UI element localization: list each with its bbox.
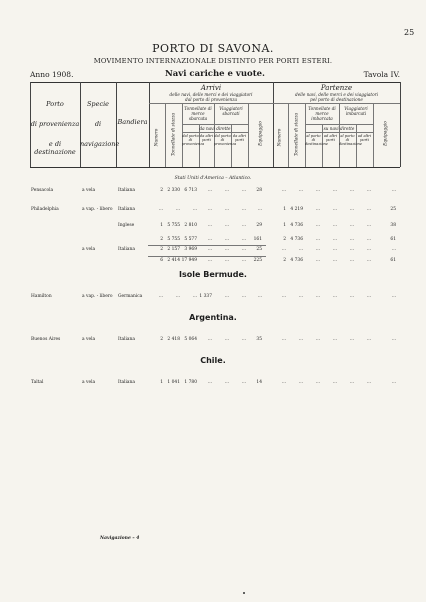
cell-p-viagg-altri: ... xyxy=(366,247,371,252)
cell-bandiera: Italiana xyxy=(118,380,135,385)
col-dal-porto-2: dal porto di provenienza xyxy=(214,134,237,147)
cell-viagg-porto: ... xyxy=(224,188,229,193)
cell-merce-altri: ... xyxy=(207,207,212,212)
cell-p-equip: ... xyxy=(391,294,396,299)
cell-equip: 25 xyxy=(256,247,262,252)
subtotal-rule xyxy=(148,245,266,246)
page-subtitle: MOVIMENTO INTERNAZIONALE DISTINTO PER PORTI ESTERI. xyxy=(93,57,333,65)
header-specie-nav: navigazione xyxy=(80,140,120,148)
cell-p-merce-altri: ... xyxy=(332,188,337,193)
cell-bandiera: Italiana xyxy=(118,247,135,252)
cell-porto: Philadelphia xyxy=(31,207,59,212)
cell-tonn: ... xyxy=(175,294,180,299)
cell-merce-altri: ... xyxy=(207,380,212,385)
cell-p-merce-porto: ... xyxy=(315,247,320,252)
cell-p-viagg-altri: ... xyxy=(366,258,371,263)
header-porto-prov: di provenienza xyxy=(30,120,80,128)
table-row xyxy=(0,223,426,230)
page-title: PORTO DI SAVONA. xyxy=(152,42,274,55)
cell-viagg-altri: ... xyxy=(241,247,246,252)
cell-tonn: 2 414 xyxy=(167,258,180,263)
cell-merce-porto: 1 780 xyxy=(184,380,197,385)
cell-viagg-altri: ... xyxy=(241,294,246,299)
cell-porto: Taltal xyxy=(31,380,44,385)
cell-p-merce-altri: ... xyxy=(332,237,337,242)
header-viagg-imbarcati: Viaggiatori imbarcati xyxy=(344,106,368,117)
cell-p-merce-altri: ... xyxy=(332,380,337,385)
cell-bandiera: Germanica xyxy=(118,294,143,299)
header-top-rule xyxy=(30,82,400,83)
cell-numero: 2 xyxy=(160,188,163,193)
cell-p-viagg-altri: ... xyxy=(366,380,371,385)
year-label: Anno 1908. xyxy=(30,70,74,79)
cell-p-tonn: 4 219 xyxy=(290,207,303,212)
cell-numero: ... xyxy=(158,207,163,212)
header-equip-par: Equipaggio xyxy=(383,121,389,146)
cell-equip: ... xyxy=(257,294,262,299)
col-border xyxy=(400,82,401,167)
arrivi-sub-rule xyxy=(182,124,248,125)
section-heading: Stati Uniti d'America – Atlantico. xyxy=(174,176,252,181)
cell-p-numero: ... xyxy=(281,188,286,193)
cell-equip: 35 xyxy=(256,337,262,342)
page-number: 25 xyxy=(404,28,415,37)
cell-p-merce-altri: ... xyxy=(332,337,337,342)
col-dal-porto-1: dal porto di provenienza xyxy=(182,134,205,147)
cell-p-equip: ... xyxy=(391,337,396,342)
cell-p-numero: ... xyxy=(281,247,286,252)
cell-merce-porto: 3 969 xyxy=(184,247,197,252)
cell-numero: 1 xyxy=(160,223,163,228)
col-da-altri-2: da altri porti xyxy=(232,134,247,143)
cell-p-merce-porto: ... xyxy=(315,337,320,342)
col-al-porto-2: al porto di destinazione xyxy=(339,134,362,147)
cell-merce-porto: 6 713 xyxy=(184,188,197,193)
cell-merce-altri: ... xyxy=(207,247,212,252)
cell-viagg-altri: ... xyxy=(241,223,246,228)
cell-merce-porto: 2 810 xyxy=(184,223,197,228)
header-partenze-sub2: pel porto di destinazione xyxy=(310,97,363,102)
cell-p-tonn: 4 736 xyxy=(290,258,303,263)
cell-merce-porto: ... xyxy=(192,294,197,299)
cell-porto: Hamilton xyxy=(31,294,52,299)
cell-p-numero: 2 xyxy=(283,237,286,242)
cell-numero: 1 xyxy=(160,380,163,385)
cell-viagg-porto: ... xyxy=(224,237,229,242)
cell-p-numero: ... xyxy=(281,380,286,385)
cell-p-merce-porto: ... xyxy=(315,237,320,242)
cell-viagg-altri: ... xyxy=(241,380,246,385)
col-border xyxy=(373,103,374,167)
cell-p-merce-porto: ... xyxy=(315,294,320,299)
cell-p-viagg-altri: ... xyxy=(366,294,371,299)
cell-merce-altri: 1 337 xyxy=(199,294,212,299)
cell-p-viagg-porto: ... xyxy=(349,380,354,385)
cell-viagg-porto: ... xyxy=(224,380,229,385)
cell-p-merce-altri: ... xyxy=(332,258,337,263)
cell-p-equip: ... xyxy=(391,188,396,193)
cell-tonn: 5 755 xyxy=(167,223,180,228)
col-da-altri-1: da altri porti xyxy=(199,134,214,143)
cell-p-viagg-altri: ... xyxy=(366,188,371,193)
header-porto-dest: e di destinazione xyxy=(34,140,76,157)
cell-tonn: 2 157 xyxy=(167,247,180,252)
cell-p-viagg-altri: ... xyxy=(366,207,371,212)
cell-porto: Pensacola xyxy=(31,188,54,193)
cell-merce-altri: ... xyxy=(207,223,212,228)
table-row xyxy=(0,380,426,387)
footer-label: Navigazione – 4 xyxy=(100,536,140,541)
cell-p-numero: 1 xyxy=(283,223,286,228)
table-row xyxy=(0,188,426,195)
cell-p-numero: 2 xyxy=(283,258,286,263)
header-merce-sbarcata: Tonnellate di merce sbarcata xyxy=(184,106,212,122)
cell-p-merce-porto: ... xyxy=(315,188,320,193)
cell-p-tonn: ... xyxy=(298,188,303,193)
cell-bandiera: Inglese xyxy=(118,223,135,228)
cell-p-equip: 61 xyxy=(390,237,396,242)
cell-p-tonn: 4 736 xyxy=(290,237,303,242)
cell-merce-porto: ... xyxy=(192,207,197,212)
cell-specie: a vap. - libero xyxy=(82,294,113,299)
cell-equip: 14 xyxy=(256,380,262,385)
col-border xyxy=(288,103,289,167)
header-bottom-rule xyxy=(30,167,400,168)
header-arrivi: Arrivi xyxy=(200,84,222,92)
subtotal-rule xyxy=(148,256,266,257)
cell-merce-porto: 5 064 xyxy=(184,337,197,342)
cell-bandiera: Italiana xyxy=(118,207,135,212)
section-heading: Argentina. xyxy=(189,313,237,322)
header-viagg-sbarcati: Viaggiatori sbarcati xyxy=(219,106,243,117)
col-ad-altri-1: ad altri porti xyxy=(323,134,338,143)
partenze-rule xyxy=(273,103,400,104)
cell-equip: 225 xyxy=(253,258,262,263)
table-number: Tavola IV. xyxy=(363,70,400,79)
cell-p-equip: ... xyxy=(391,380,396,385)
cell-viagg-altri: ... xyxy=(241,207,246,212)
cell-numero: 2 xyxy=(160,237,163,242)
cell-p-tonn: 4 736 xyxy=(290,223,303,228)
cell-p-merce-altri: ... xyxy=(332,207,337,212)
table-row xyxy=(0,258,426,265)
table-row xyxy=(0,247,426,254)
cell-viagg-porto: ... xyxy=(224,223,229,228)
cell-p-equip: 38 xyxy=(390,223,396,228)
header-merce-imbarcata: Tonnellate di merce imbarcata xyxy=(308,106,336,122)
header-numero-arr: Numero xyxy=(154,128,160,147)
cell-p-viagg-porto: ... xyxy=(349,337,354,342)
cell-p-numero: 1 xyxy=(283,207,286,212)
cell-specie: a vela xyxy=(82,188,96,193)
cell-numero: 6 xyxy=(160,258,163,263)
cell-p-viagg-porto: ... xyxy=(349,207,354,212)
cell-tonn: 5 755 xyxy=(167,237,180,242)
cell-p-equip: 61 xyxy=(390,258,396,263)
cell-p-merce-altri: ... xyxy=(332,223,337,228)
cell-viagg-porto: ... xyxy=(224,337,229,342)
header-porto: Porto xyxy=(46,100,64,108)
cell-p-merce-porto: ... xyxy=(315,223,320,228)
cell-p-tonn: ... xyxy=(298,380,303,385)
cell-p-tonn: ... xyxy=(298,337,303,342)
cell-merce-altri: ... xyxy=(207,258,212,263)
cell-equip: 161 xyxy=(253,237,262,242)
section-heading: Chile. xyxy=(200,356,226,365)
partenze-sub-rule xyxy=(305,124,373,125)
cell-merce-altri: ... xyxy=(207,237,212,242)
cell-p-viagg-porto: ... xyxy=(349,258,354,263)
cell-p-tonn: ... xyxy=(298,247,303,252)
cell-p-tonn: ... xyxy=(298,294,303,299)
cell-merce-porto: 17 949 xyxy=(181,258,197,263)
cell-viagg-altri: ... xyxy=(241,258,246,263)
cell-p-viagg-altri: ... xyxy=(366,337,371,342)
cell-viagg-altri: ... xyxy=(241,188,246,193)
cell-merce-altri: ... xyxy=(207,337,212,342)
header-tonn-stazza-arr: Tonnellate di stazza xyxy=(171,112,177,157)
table-row xyxy=(0,294,426,301)
cell-p-viagg-porto: ... xyxy=(349,237,354,242)
arrivi-rule xyxy=(149,103,273,104)
cell-specie: a vela xyxy=(82,337,96,342)
arrivi-sub-rule2 xyxy=(182,132,248,133)
cell-tonn: 2 330 xyxy=(167,188,180,193)
header-su-navi-dirette: su navi dirette xyxy=(323,126,355,131)
cell-specie: a vela xyxy=(82,380,96,385)
cell-viagg-porto: ... xyxy=(224,207,229,212)
cell-p-equip: 25 xyxy=(390,207,396,212)
cell-porto: Buenos Aires xyxy=(31,337,61,342)
col-border xyxy=(248,103,249,167)
cell-specie: a vap. - libero xyxy=(82,207,113,212)
cell-p-viagg-altri: ... xyxy=(366,223,371,228)
cell-viagg-porto: ... xyxy=(224,258,229,263)
cell-numero: 2 xyxy=(160,337,163,342)
cell-p-numero: ... xyxy=(281,337,286,342)
cell-viagg-porto: ... xyxy=(224,294,229,299)
col-border xyxy=(165,103,166,167)
cell-p-merce-porto: ... xyxy=(315,207,320,212)
header-bandiera: Bandiera xyxy=(117,118,148,126)
header-equip-arr: Equipaggio xyxy=(258,121,264,146)
cell-bandiera: Italiana xyxy=(118,188,135,193)
cell-numero: 2 xyxy=(160,247,163,252)
cell-merce-porto: 5 577 xyxy=(184,237,197,242)
cell-p-merce-altri: ... xyxy=(332,294,337,299)
header-arrivi-sub2: dal porto di provenienza xyxy=(185,97,237,102)
table-row xyxy=(0,237,426,244)
cell-bandiera: Italiana xyxy=(118,337,135,342)
cell-p-viagg-porto: ... xyxy=(349,223,354,228)
cell-merce-altri: ... xyxy=(207,188,212,193)
col-al-porto-1: al porto di destinazione xyxy=(305,134,328,147)
cell-equip: 28 xyxy=(256,188,262,193)
header-specie: Specie xyxy=(86,100,110,108)
partenze-sub-rule2 xyxy=(305,132,373,133)
header-da-navi-dirette: da navi dirette xyxy=(199,126,231,131)
table-title: Navi cariche e vuote. xyxy=(165,69,265,79)
header-numero-par: Numero xyxy=(277,128,283,147)
cell-equip: 29 xyxy=(256,223,262,228)
cell-p-numero: ... xyxy=(281,294,286,299)
cell-p-merce-altri: ... xyxy=(332,247,337,252)
cell-specie: a vela xyxy=(82,247,96,252)
table-row xyxy=(0,207,426,214)
cell-p-equip: ... xyxy=(391,247,396,252)
cell-p-viagg-porto: ... xyxy=(349,294,354,299)
header-partenze: Partenze xyxy=(320,84,353,92)
cell-viagg-porto: ... xyxy=(224,247,229,252)
cell-equip: ... xyxy=(257,207,262,212)
cell-p-viagg-altri: ... xyxy=(366,237,371,242)
cell-numero: ... xyxy=(158,294,163,299)
header-partenze-sub1: delle navi, delle merci e dei viaggiatori xyxy=(295,92,378,97)
header-tonn-stazza-par: Tonnellate di stazza xyxy=(294,112,300,157)
col-ad-altri-2: ad altri porti xyxy=(357,134,372,143)
header-arrivi-sub1: delle navi, delle merci e dei viaggiatori xyxy=(169,92,253,97)
cell-p-merce-porto: ... xyxy=(315,258,320,263)
cell-p-viagg-porto: ... xyxy=(349,188,354,193)
table-row xyxy=(0,337,426,344)
cell-p-merce-porto: ... xyxy=(315,380,320,385)
cell-p-viagg-porto: ... xyxy=(349,247,354,252)
page-mark xyxy=(243,592,245,594)
cell-tonn: 2 418 xyxy=(167,337,180,342)
cell-tonn: 1 041 xyxy=(167,380,180,385)
cell-tonn: ... xyxy=(175,207,180,212)
section-heading: Isole Bermude. xyxy=(179,270,247,279)
cell-viagg-altri: ... xyxy=(241,237,246,242)
cell-viagg-altri: ... xyxy=(241,337,246,342)
header-specie-di: di xyxy=(94,120,102,128)
